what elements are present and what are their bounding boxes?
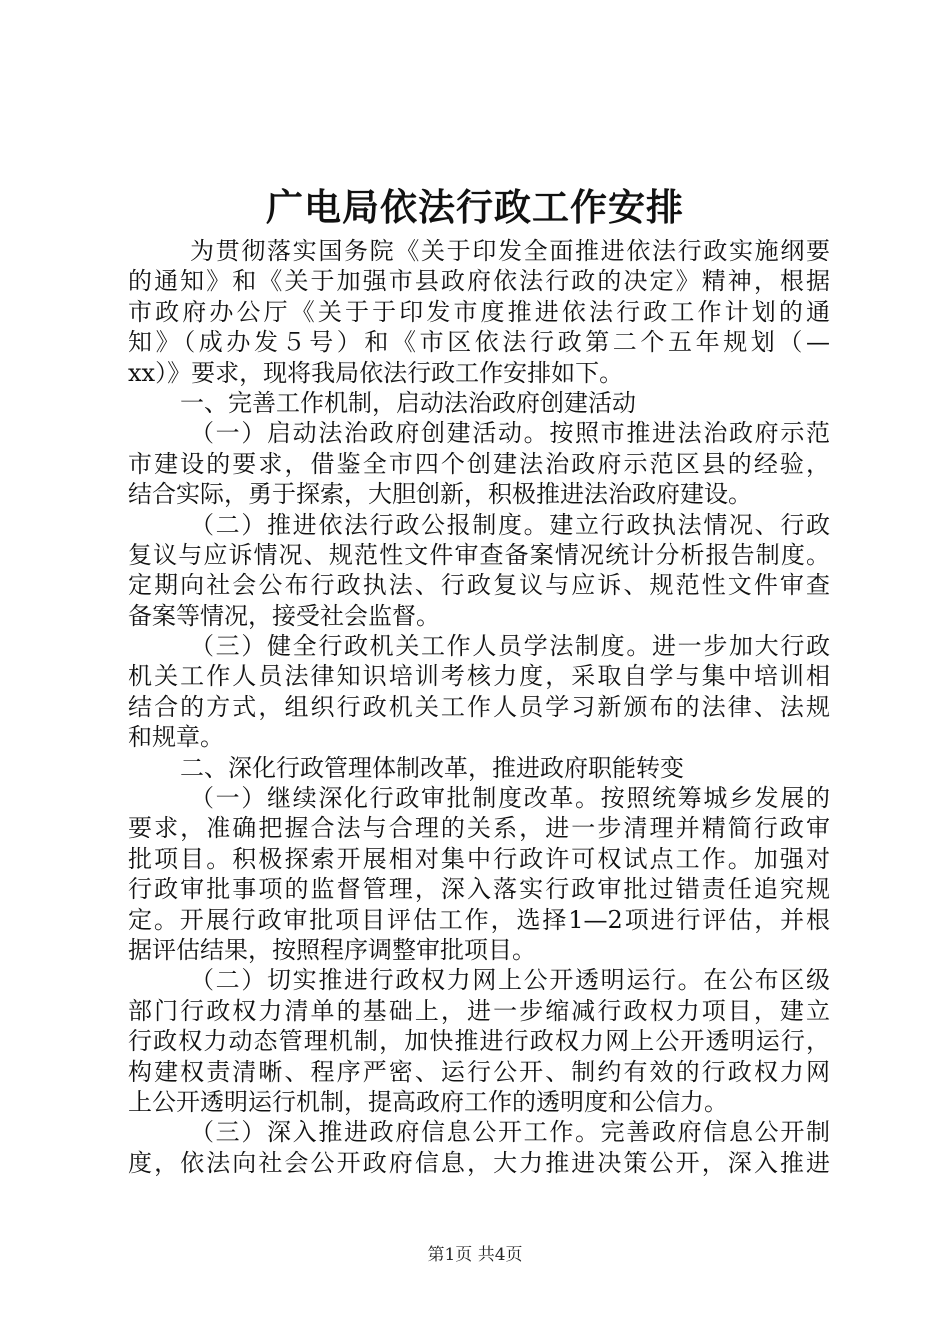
paragraph-line: 要求，准确把握合法与合理的关系，进一步清理并精简行政审 <box>128 814 830 843</box>
document-body <box>128 236 830 1178</box>
paragraph-line: 批项目。积极探索开展相对集中行政许可权试点工作。加强对 <box>128 844 830 873</box>
paragraph-line: （二）切实推进行政权力网上公开透明运行。在公布区级 <box>190 966 830 995</box>
section-heading: 一、完善工作机制，启动法治政府创建活动 <box>180 388 636 417</box>
paragraph-line: （三）健全行政机关工作人员学法制度。进一步加大行政 <box>190 632 830 661</box>
paragraph-line: 知》（成办发５号）和《市区依法行政第二个五年规划（— <box>128 328 830 357</box>
paragraph-line: 结合实际，勇于探索，大胆创新，积极推进法治政府建设。 <box>128 480 752 509</box>
paragraph-line: 行政审批事项的监督管理，深入落实行政审批过错责任追究规 <box>128 875 830 904</box>
paragraph-line: 市建设的要求，借鉴全市四个创建法治政府示范区县的经验， <box>128 449 830 478</box>
paragraph-line: 构建权责清晰、程序严密、运行公开、制约有效的行政权力网 <box>128 1057 830 1086</box>
paragraph-line: 备案等情况，接受社会监督。 <box>128 601 440 630</box>
paragraph-line: （一）启动法治政府创建活动。按照市推进法治政府示范 <box>190 419 830 448</box>
page-number-footer: 第1页 共4页 <box>427 1245 523 1265</box>
paragraph-line: 结合的方式，组织行政机关工作人员学习新颁布的法律、法规 <box>128 692 830 721</box>
paragraph-line: 据评估结果，按照程序调整审批项目。 <box>128 935 536 964</box>
paragraph-line: 的通知》和《关于加强市县政府依法行政的决定》精神，根据 <box>128 267 830 296</box>
paragraph-line: 定。开展行政审批项目评估工作，选择1—2项进行评估，并根 <box>128 905 830 934</box>
paragraph-line: 行政权力动态管理机制，加快推进行政权力网上公开透明运行， <box>128 1027 830 1056</box>
paragraph-line: （一）继续深化行政审批制度改革。按照统筹城乡发展的 <box>190 784 830 813</box>
paragraph-line: 复议与应诉情况、规范性文件审查备案情况统计分析报告制度。 <box>128 540 830 569</box>
paragraph-line: 定期向社会公布行政执法、行政复议与应诉、规范性文件审查 <box>128 571 830 600</box>
section-heading: 二、深化行政管理体制改革，推进政府职能转变 <box>180 753 684 782</box>
paragraph-line: xx）》要求，现将我局依法行政工作安排如下。 <box>128 358 624 387</box>
paragraph-line: 上公开透明运行机制，提高政府工作的透明度和公信力。 <box>128 1087 728 1116</box>
paragraph-line: 度，依法向社会公开政府信息，大力推进决策公开，深入推进 <box>128 1148 830 1177</box>
paragraph-line: 机关工作人员法律知识培训考核力度，采取自学与集中培训相 <box>128 662 830 691</box>
paragraph-line: （三）深入推进政府信息公开工作。完善政府信息公开制 <box>190 1118 830 1147</box>
paragraph-line: 为贯彻落实国务院《关于印发全面推进依法行政实施纲要 <box>190 237 830 265</box>
document-title: 广电局依法行政工作安排 <box>266 185 684 229</box>
paragraph-line: 市政府办公厅《关于于印发市度推进依法行政工作计划的通 <box>128 297 830 326</box>
paragraph-line: 部门行政权力清单的基础上，进一步缩减行政权力项目，建立 <box>128 996 830 1025</box>
paragraph-line: （二）推进依法行政公报制度。建立行政执法情况、行政 <box>190 510 830 539</box>
paragraph-line: 和规章。 <box>128 723 224 752</box>
